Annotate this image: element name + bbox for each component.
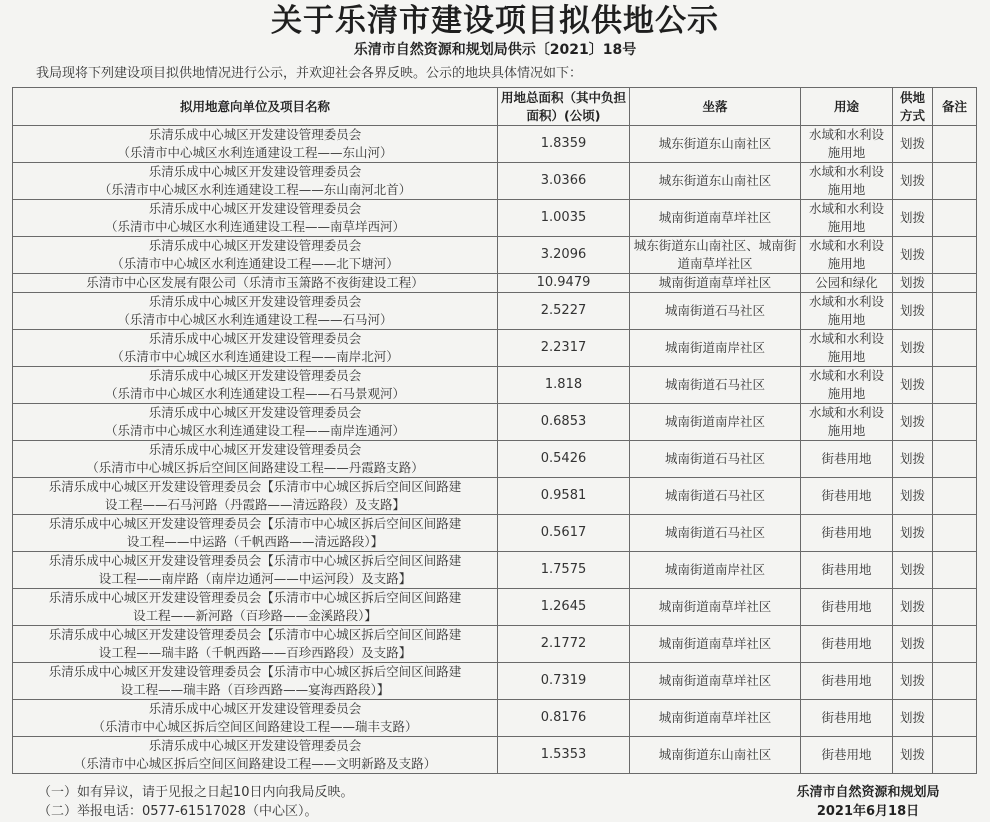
project-name-line-2: （乐清市中心城区拆后空间区间路建设工程——丹霞路支路） [86,460,424,475]
cell-project-name [13,478,498,515]
table-row [13,274,977,293]
cell-method: 划拨 [893,237,933,274]
cell-use: 水域和水利设施用地 [801,126,893,163]
project-name-line-1: 乐清乐成中心城区开发建设管理委员会 [148,294,362,309]
cell-use: 街巷用地 [801,737,893,774]
cell-area: 0.6853 [498,404,630,441]
cell-location: 城南街道石马社区 [630,293,801,330]
cell-use: 水域和水利设施用地 [801,404,893,441]
project-name-line-2: （乐清市中心城区水利连通建设工程——南岸北河） [111,349,399,364]
cell-location: 城南街道东山南社区 [630,737,801,774]
column-header-use: 用途 [801,88,893,126]
cell-use: 街巷用地 [801,441,893,478]
cell-area: 0.5617 [498,515,630,552]
cell-location: 城东街道东山南社区 [630,126,801,163]
table-row [13,126,977,163]
project-name-line-2: （乐清市中心城区拆后空间区间路建设工程——瑞丰支路） [92,719,418,734]
table-row [13,515,977,552]
cell-use: 街巷用地 [801,626,893,663]
cell-project-name [13,274,498,293]
cell-project-name [13,126,498,163]
table-row [13,404,977,441]
project-name-line-1: 乐清乐成中心城区开发建设管理委员会【乐清市中心城区拆后空间区间路建 [48,479,462,494]
cell-location: 城南街道南岸社区 [630,404,801,441]
table-row [13,330,977,367]
cell-note [933,737,977,774]
cell-use: 水域和水利设施用地 [801,163,893,200]
cell-note [933,200,977,237]
table-header-row [13,88,977,126]
cell-note [933,663,977,700]
intro-paragraph: 我局现将下列建设项目拟供地情况进行公示，并欢迎社会各界反映。公示的地块具体情况如下： [36,66,583,81]
project-name-line-2: （乐清市中心城区水利连通建设工程——南岸连通河） [104,423,405,438]
cell-use: 街巷用地 [801,663,893,700]
project-name-line-1: 乐清乐成中心城区开发建设管理委员会【乐清市中心城区拆后空间区间路建 [48,516,462,531]
table-body [13,126,977,774]
cell-project-name [13,441,498,478]
cell-method: 划拨 [893,293,933,330]
cell-method: 划拨 [893,478,933,515]
cell-location: 城南街道石马社区 [630,478,801,515]
project-name-line-1: 乐清乐成中心城区开发建设管理委员会 [148,331,362,346]
cell-use: 水域和水利设施用地 [801,200,893,237]
cell-note [933,330,977,367]
cell-method: 划拨 [893,515,933,552]
cell-area: 0.7319 [498,663,630,700]
cell-note [933,478,977,515]
project-name-line-2: 设工程——石马河路（丹霞路——清远路段）及支路】 [104,497,405,512]
cell-method: 划拨 [893,274,933,293]
project-name-line-2: （乐清市中心城区拆后空间区间路建设工程——文明新路及支路） [73,756,437,771]
cell-project-name [13,330,498,367]
cell-method: 划拨 [893,163,933,200]
cell-note [933,274,977,293]
cell-area: 1.2645 [498,589,630,626]
project-name-line-1: 乐清乐成中心城区开发建设管理委员会 [148,738,362,753]
cell-location: 城南街道石马社区 [630,515,801,552]
cell-area: 3.2096 [498,237,630,274]
project-name-line-1: 乐清乐成中心城区开发建设管理委员会 [148,442,362,457]
cell-area: 2.5227 [498,293,630,330]
cell-project-name [13,367,498,404]
cell-note [933,126,977,163]
cell-project-name [13,737,498,774]
cell-area: 0.9581 [498,478,630,515]
project-name-line-2: 设工程——瑞丰路（百珍西路——宴海西路段）】 [120,682,390,697]
cell-method: 划拨 [893,126,933,163]
table-row [13,367,977,404]
project-name-line-2: 设工程——瑞丰路（千帆西路——百珍西路段）及支路】 [98,645,412,660]
table-row [13,441,977,478]
cell-use: 水域和水利设施用地 [801,237,893,274]
cell-location: 城南街道南草垟社区 [630,700,801,737]
project-name-line-1: 乐清乐成中心城区开发建设管理委员会【乐清市中心城区拆后空间区间路建 [48,553,462,568]
project-name-line-2: 设工程——南岸路（南岸边通河——中运河段）及支路】 [98,571,412,586]
cell-note [933,589,977,626]
project-name-line-2: （乐清市中心城区水利连通建设工程——北下塘河） [111,256,399,271]
cell-location: 城南街道南草垟社区 [630,274,801,293]
footnotes [38,783,354,821]
cell-note [933,552,977,589]
cell-method: 划拨 [893,367,933,404]
table-row [13,626,977,663]
cell-method: 划拨 [893,663,933,700]
cell-area: 1.8359 [498,126,630,163]
cell-project-name [13,237,498,274]
cell-note [933,367,977,404]
cell-project-name [13,589,498,626]
cell-location: 城南街道石马社区 [630,441,801,478]
cell-area: 1.7575 [498,552,630,589]
cell-project-name [13,700,498,737]
cell-method: 划拨 [893,700,933,737]
issuer-signature [778,783,958,821]
cell-use: 街巷用地 [801,478,893,515]
table-row [13,478,977,515]
project-name-line-1: 乐清乐成中心城区开发建设管理委员会【乐清市中心城区拆后空间区间路建 [48,590,462,605]
cell-location: 城南街道南草垟社区 [630,626,801,663]
cell-use: 街巷用地 [801,515,893,552]
cell-use: 水域和水利设施用地 [801,367,893,404]
cell-project-name [13,626,498,663]
column-header-method: 供地方式 [893,88,933,126]
footnote-objection: （一）如有异议，请于见报之日起10日内向我局反映。 [38,785,354,800]
table-row [13,663,977,700]
cell-area: 0.8176 [498,700,630,737]
cell-use: 水域和水利设施用地 [801,293,893,330]
column-header-location: 坐落 [630,88,801,126]
cell-note [933,163,977,200]
table-row [13,200,977,237]
cell-project-name [13,663,498,700]
project-name-line-1: 乐清乐成中心城区开发建设管理委员会【乐清市中心城区拆后空间区间路建 [48,627,462,642]
cell-note [933,404,977,441]
document-number: 乐清市自然资源和规划局供示〔2021〕18号 [353,42,637,58]
page-title: 关于乐清市建设项目拟供地公示 [271,3,719,39]
cell-method: 划拨 [893,330,933,367]
cell-project-name [13,163,498,200]
cell-area: 1.0035 [498,200,630,237]
cell-area: 3.0366 [498,163,630,200]
cell-note [933,515,977,552]
project-name-line-1: 乐清乐成中心城区开发建设管理委员会 [148,701,362,716]
cell-note [933,441,977,478]
cell-area: 10.9479 [498,274,630,293]
column-header-area: 用地总面积（其中负担面积）(公顷) [498,88,630,126]
cell-use: 水域和水利设施用地 [801,330,893,367]
cell-note [933,700,977,737]
project-name-line-2: （乐清市中心城区水利连通建设工程——东山河） [117,145,393,160]
table-row [13,552,977,589]
table-row [13,737,977,774]
project-name-line-1: 乐清乐成中心城区开发建设管理委员会 [148,405,362,420]
cell-method: 划拨 [893,626,933,663]
cell-project-name [13,515,498,552]
table-row [13,700,977,737]
project-name-line-1: 乐清乐成中心城区开发建设管理委员会 [148,368,362,383]
cell-location: 城南街道南草垟社区 [630,200,801,237]
project-name-line-1: 乐清乐成中心城区开发建设管理委员会 [148,127,362,142]
cell-use: 街巷用地 [801,700,893,737]
cell-project-name [13,404,498,441]
cell-method: 划拨 [893,737,933,774]
cell-location: 城南街道石马社区 [630,367,801,404]
cell-project-name [13,293,498,330]
cell-area: 2.2317 [498,330,630,367]
cell-use: 公园和绿化 [801,274,893,293]
cell-location: 城南街道南岸社区 [630,552,801,589]
cell-area: 2.1772 [498,626,630,663]
project-name-line-1: 乐清乐成中心城区开发建设管理委员会 [148,201,362,216]
cell-method: 划拨 [893,441,933,478]
cell-note [933,237,977,274]
issuer-name: 乐清市自然资源和规划局 [796,785,940,800]
project-name-line-2: （乐清市中心城区水利连通建设工程——石马景观河） [104,386,405,401]
footnote-hotline: （二）举报电话：0577-61517028（中心区）。 [38,804,318,819]
cell-location: 城南街道南草垟社区 [630,589,801,626]
cell-note [933,626,977,663]
table-row [13,163,977,200]
project-name-line-1: 乐清乐成中心城区开发建设管理委员会【乐清市中心城区拆后空间区间路建 [48,664,462,679]
project-name-line-2: （乐清市中心城区水利连通建设工程——东山南河北首） [98,182,412,197]
cell-area: 0.5426 [498,441,630,478]
cell-method: 划拨 [893,200,933,237]
column-header-note: 备注 [933,88,977,126]
cell-area: 1.5353 [498,737,630,774]
issue-date: 2021年6月18日 [816,804,920,819]
project-name-line-1: 乐清乐成中心城区开发建设管理委员会 [148,238,362,253]
table-row [13,237,977,274]
cell-location: 城东街道东山南社区 [630,163,801,200]
cell-area: 1.818 [498,367,630,404]
table-row [13,589,977,626]
table-row [13,293,977,330]
cell-location: 城东街道东山南社区、城南街道南草垟社区 [630,237,801,274]
cell-project-name [13,552,498,589]
cell-note [933,293,977,330]
cell-project-name [13,200,498,237]
cell-use: 街巷用地 [801,589,893,626]
cell-method: 划拨 [893,552,933,589]
cell-method: 划拨 [893,404,933,441]
project-name-line-2: 设工程——中运路（千帆西路——清远路段）】 [126,534,384,549]
cell-method: 划拨 [893,589,933,626]
land-supply-table [12,87,977,774]
project-name-line-2: （乐清市中心城区水利连通建设工程——南草垟西河） [104,219,405,234]
cell-use: 街巷用地 [801,552,893,589]
cell-location: 城南街道南岸社区 [630,330,801,367]
cell-location: 城南街道南草垟社区 [630,663,801,700]
project-name-line-1: 乐清市中心区发展有限公司（乐清市玉箫路不夜街建设工程） [86,275,424,290]
column-header-project: 拟用地意向单位及项目名称 [13,88,498,126]
project-name-line-2: （乐清市中心城区水利连通建设工程——石马河） [117,312,393,327]
project-name-line-1: 乐清乐成中心城区开发建设管理委员会 [148,164,362,179]
project-name-line-2: 设工程——新河路（百珍路——金溪路段）】 [133,608,377,623]
